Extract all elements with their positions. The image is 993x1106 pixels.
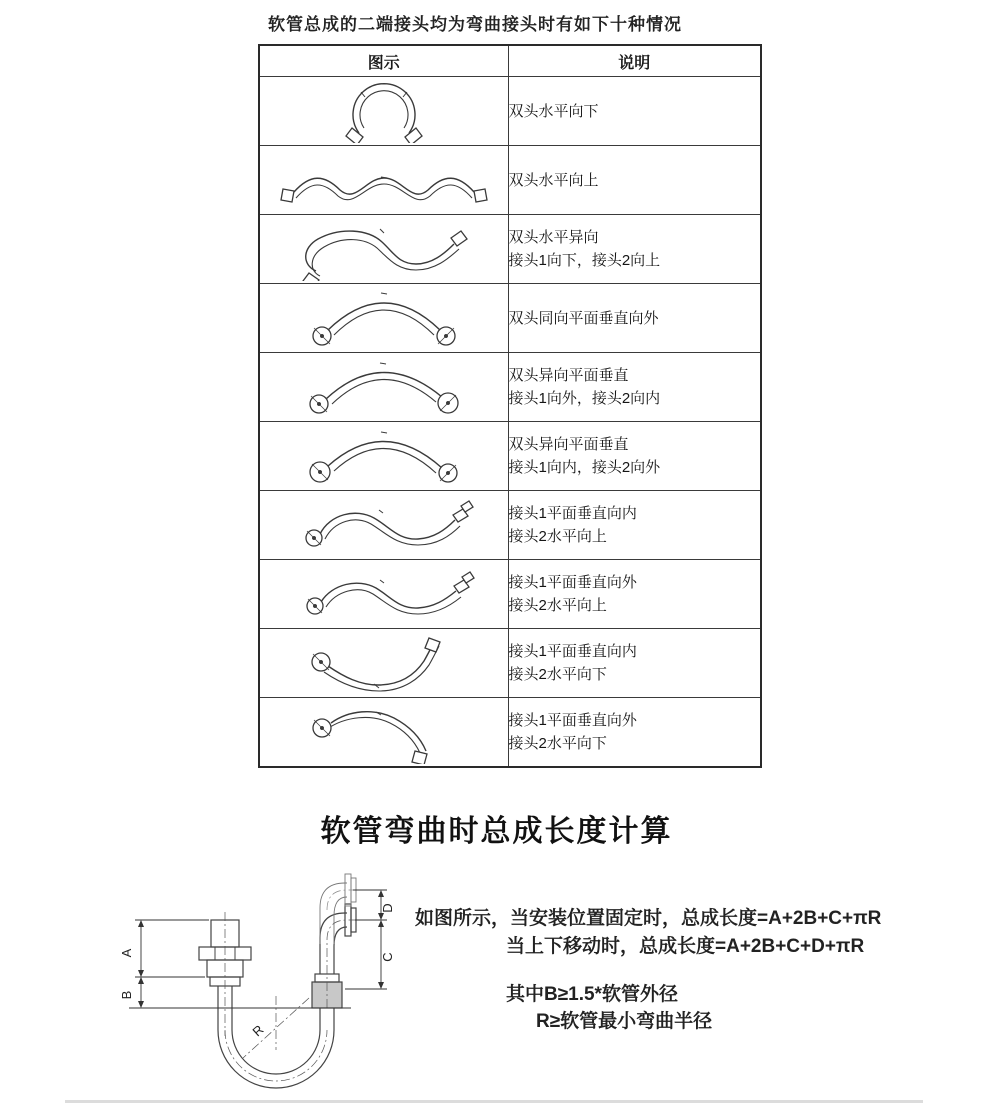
table-row [259,353,761,422]
description-line: 双头异向平面垂直 [508,367,629,384]
formula-notes [415,903,935,1043]
description-line: 接头1平面垂直向外 [508,712,637,729]
illustration-cell [259,284,508,353]
row-description [508,77,761,146]
hose-illustration [264,700,504,764]
description-line: 接头1向外，接头2向内 [508,390,661,407]
hose-illustration [264,217,504,281]
hose-illustration [264,148,504,212]
dim-label-c: C [380,952,395,962]
row-description [508,422,761,491]
row-description [508,698,761,768]
hose-illustration [264,79,504,143]
row-description [508,491,761,560]
col-header-illustration: 图示 [259,45,508,77]
hose-config-table [258,44,762,768]
description-line: 双头异向平面垂直 [508,436,629,453]
row-description [508,284,761,353]
description-line: 接头2水平向上 [508,597,607,614]
row-description [508,560,761,629]
hose-illustration [264,355,504,419]
centerlines [225,890,365,1081]
illustration-cell [259,77,508,146]
dim-label-b: B [119,990,134,1000]
table-row [259,146,761,215]
illustration-cell [259,698,508,768]
table-row [259,77,761,146]
description-line: 双头水平向上 [508,171,599,189]
row-description [508,629,761,698]
hose-illustration [264,424,504,488]
description-line: 双头同向平面垂直向外 [508,309,659,327]
description-line: 接头1平面垂直向外 [508,574,637,591]
table-row [259,560,761,629]
row-description [508,353,761,422]
dim-label-r: R [249,1021,267,1040]
page-bottom-rule [65,1100,923,1103]
description-line: 接头1平面垂直向内 [508,643,637,660]
hose-illustration [264,631,504,695]
formula-fixed: 如图所示，当安装位置固定时，总成长度=A+2B+C+πR [415,908,882,929]
page-title: 软管总成的二端接头均为弯曲接头时有如下十种情况 [268,15,682,34]
table-row [259,215,761,284]
table-header-row [259,45,761,77]
table-row [259,491,761,560]
formula-moving: 当上下移动时，总成长度=A+2B+C+D+πR [506,936,865,957]
description-line: 双头水平向下 [508,102,599,120]
description-line: 双头水平异向 [508,229,599,246]
dim-label-d: D [380,903,395,913]
table-row [259,629,761,698]
note-b-condition: 其中B≥1.5*软管外径 [506,984,678,1005]
note-r-condition: R≥软管最小弯曲半径 [536,1011,713,1032]
description-line: 接头1向下，接头2向上 [508,252,661,269]
hose-illustration [264,286,504,350]
illustration-cell [259,560,508,629]
hose-length-diagram [95,858,415,1098]
description-line: 接头2水平向下 [508,735,607,752]
hose-illustration [264,493,504,557]
illustration-cell [259,215,508,284]
illustration-cell [259,629,508,698]
table-row [259,284,761,353]
description-line: 接头2水平向下 [508,666,607,683]
description-line: 接头1向内，接头2向外 [508,459,661,476]
table-row [259,422,761,491]
illustration-cell [259,491,508,560]
illustration-cell [259,353,508,422]
dimension-lines [129,890,387,1008]
hose-body-art [199,874,356,1088]
section-title: 软管弯曲时总成长度计算 [320,815,673,848]
dimension-arrows [138,890,384,1008]
description-line: 接头1平面垂直向内 [508,505,637,522]
dim-label-a: A [119,948,134,958]
table-row [259,698,761,768]
row-description [508,215,761,284]
description-line: 接头2水平向上 [508,528,607,545]
illustration-cell [259,146,508,215]
row-description [508,146,761,215]
col-header-description: 说明 [508,45,761,77]
illustration-cell [259,422,508,491]
hose-illustration [264,562,504,626]
